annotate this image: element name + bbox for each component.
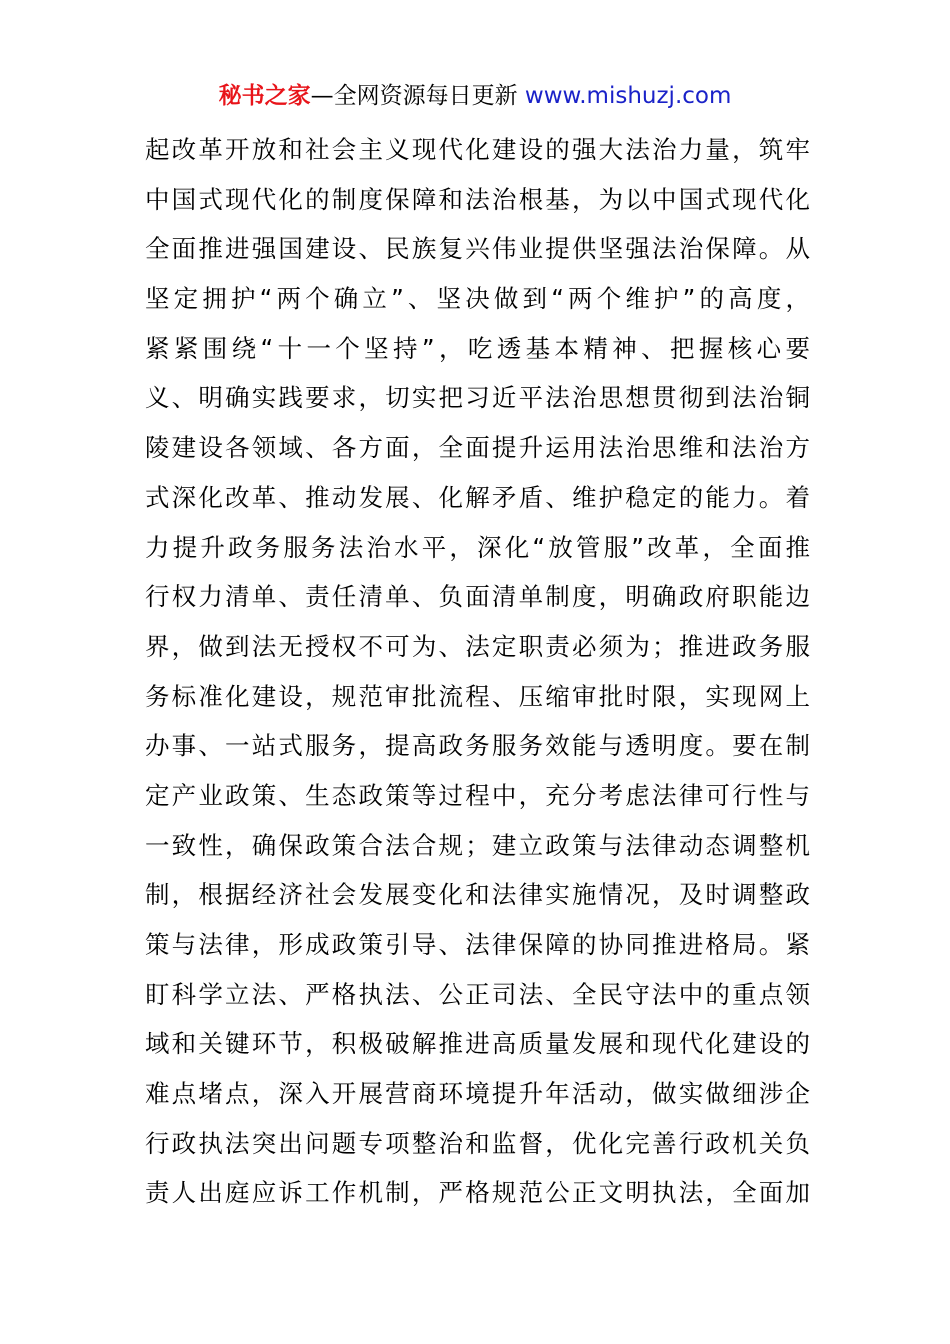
page-header (0, 78, 950, 114)
text-line: 起改革开放和社会主义现代化建设的强大法治力量，筑牢 (145, 135, 810, 164)
text-line: 紧紧围绕“十一个坚持”，吃透基本精神、把握核心要 (145, 333, 810, 363)
text-line: 坚定拥护“两个确立”、坚决做到“两个维护”的高度， (145, 284, 810, 314)
text-line: 全面推进强国建设、民族复兴伟业提供坚强法治保障。从 (145, 234, 810, 264)
text-line: 行权力清单、责任清单、负面清单制度，明确政府职能边 (145, 582, 810, 612)
header-tagline: —全网资源每日更新 (310, 83, 518, 109)
text-line: 陵建设各领域、各方面，全面提升运用法治思维和法治方 (145, 433, 810, 463)
text-line: 义、明确实践要求，切实把习近平法治思想贯彻到法治铜 (145, 383, 810, 413)
text-line: 中国式现代化的制度保障和法治根基，为以中国式现代化 (145, 184, 810, 214)
text-line: 定产业政策、生态政策等过程中，充分考虑法律可行性与 (145, 780, 810, 810)
text-line: 式深化改革、推动发展、化解矛盾、维护稳定的能力。着 (145, 482, 810, 512)
text-line: 责人出庭应诉工作机制，严格规范公正文明执法，全面加 (145, 1178, 810, 1208)
text-line: 策与法律，形成政策引导、法律保障的协同推进格局。紧 (145, 930, 810, 959)
text-line: 一致性，确保政策合法合规；建立政策与法律动态调整机 (145, 830, 810, 860)
text-line: 务标准化建设，规范审批流程、压缩审批时限，实现网上 (145, 681, 810, 711)
text-line: 难点堵点，深入开展营商环境提升年活动，做实做细涉企 (145, 1079, 810, 1109)
text-line: 制，根据经济社会发展变化和法律实施情况，及时调整政 (145, 880, 810, 910)
text-line: 盯科学立法、严格执法、公正司法、全民守法中的重点领 (145, 979, 810, 1009)
text-line: 行政执法突出问题专项整治和监督，优化完善行政机关负 (145, 1128, 810, 1158)
text-line: 办事、一站式服务，提高政务服务效能与透明度。要在制 (145, 731, 810, 761)
brand-name: 秘书之家 (218, 83, 311, 109)
text-line: 力提升政务服务法治水平，深化“放管服”改革，全面推 (145, 532, 810, 562)
text-line: 域和关键环节，积极破解推进高质量发展和现代化建设的 (145, 1029, 810, 1059)
text-line: 界，做到法无授权不可为、法定职责必须为；推进政务服 (145, 631, 810, 661)
body-text (145, 125, 810, 1218)
site-url[interactable]: www.mishuzj.com (524, 83, 732, 109)
